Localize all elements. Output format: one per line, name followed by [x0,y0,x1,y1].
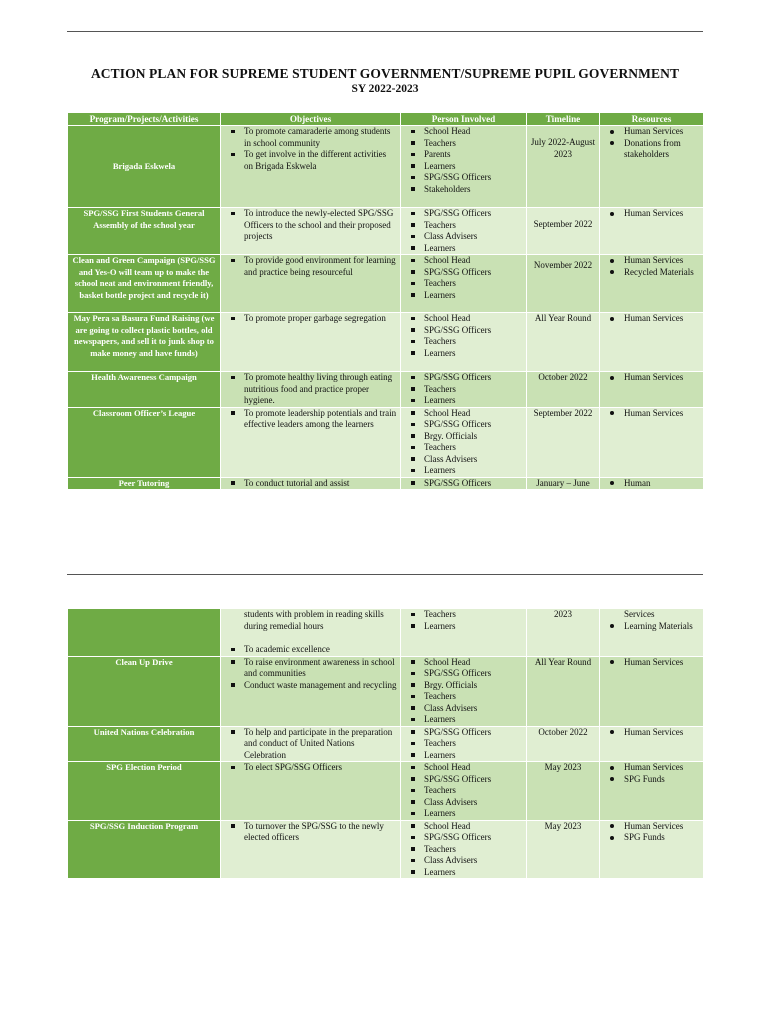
list-item: To academic excellence [224,644,397,656]
program-label: United Nations Celebration [93,726,195,737]
persons-cell [401,820,527,879]
persons-cell [401,762,527,821]
resources-cell [600,313,704,372]
list-item: Recycled Materials [603,267,700,279]
list-item: Learners [404,621,523,633]
timeline-value: October 2022 [538,726,588,737]
list-item: SPG Funds [603,774,700,786]
timeline-cell [527,762,600,821]
program-label: SPG/SSG Induction Program [89,820,199,831]
list-item: Learners [404,290,523,302]
list-item: To promote camaraderie among students in school community [224,126,397,149]
list-item: Learners [404,243,523,255]
objectives-cell [221,407,401,477]
list-item: Conduct waste management and recycling [224,680,397,692]
action-plan-table-page1 [67,112,704,490]
program-name [68,477,221,490]
header-objectives: Objectives [221,113,401,126]
list-item: Human Services [603,657,700,669]
list-item: Teachers [404,609,523,621]
document-subtitle: SY 2022-2023 [351,83,419,95]
objectives-cell [221,255,401,313]
program-label: SPG Election Period [106,762,182,772]
list-item: To help and participate in the preparation and conduct of United Nations Celebration [224,727,397,762]
page-top-rule [67,31,703,32]
list-item: SPG/SSG Officers [404,774,523,786]
program-name [68,820,221,879]
timeline-cell [527,726,600,762]
persons-cell [401,407,527,477]
list-item: Learners [404,714,523,726]
timeline-cell [527,255,600,313]
list-item: Teachers [404,844,523,856]
list-item: Human Services [603,762,700,774]
list-item: Teachers [404,336,523,348]
program-label: Clean Up Drive [115,656,173,667]
timeline-value: All Year Round [534,656,592,667]
list-item: Class Advisers [404,703,523,715]
list-item: Learners [404,750,523,762]
list-item: To promote leadership potentials and train effective leaders among the learners [224,408,397,431]
program-name [68,762,221,821]
list-item: SPG/SSG Officers [404,372,523,384]
resources-cell [600,208,704,255]
objectives-cell [221,208,401,255]
list-item: Human Services [603,372,700,384]
timeline-cell [527,126,600,208]
list-item: Learners [404,867,523,879]
list-item: Teachers [404,278,523,290]
resources-cell [600,762,704,821]
list-item: Human Services [603,126,700,138]
list-item: Class Advisers [404,454,523,466]
list-item: Learners [404,161,523,173]
list-item: SPG/SSG Officers [404,727,523,739]
timeline-value: January – June [536,477,590,488]
page-divider-rule [67,574,703,575]
persons-cell [401,255,527,313]
list-item: SPG/SSG Officers [404,832,523,844]
table-row [68,762,704,821]
list-item: SPG/SSG Officers [404,478,523,490]
persons-cell [401,208,527,255]
list-item: Brgy. Officials [404,431,523,443]
persons-cell [401,726,527,762]
list-item: SPG/SSG Officers [404,325,523,337]
list-item: Human Services [603,821,700,833]
header-persons: Person Involved [401,113,527,126]
resources-cell [600,407,704,477]
list-item: SPG/SSG Officers [404,172,523,184]
list-item: School Head [404,821,523,833]
list-item: Class Advisers [404,797,523,809]
list-item: SPG Funds [603,832,700,844]
program-name [68,372,221,408]
header-resources: Resources [600,113,704,126]
list-item: Learners [404,395,523,407]
objectives-cell [221,656,401,726]
objectives-cell [221,762,401,821]
list-item: Parents [404,149,523,161]
program-label: Health Awareness Campaign [91,372,197,382]
timeline-cell [527,372,600,408]
resources-cell [600,126,704,208]
list-item: To conduct tutorial and assist [224,478,397,490]
list-item: Learning Materials [603,621,700,633]
table-row [68,126,704,208]
objective-continued-text: students with problem in reading skills during remedial hours [244,609,384,631]
list-item: Teachers [404,691,523,703]
table-row [68,407,704,477]
list-item: Human Services [603,255,700,267]
program-label: May Pera sa Basura Fund Raising (we are going to collect plastic bottles, old newspapers, and sell it to junk shop to make money and have funds) [73,313,215,358]
header-program: Program/Projects/Activities [68,113,221,126]
list-item: SPG/SSG Officers [404,668,523,680]
program-name [68,208,221,255]
list-item: School Head [404,313,523,325]
program-label: SPG/SSG First Students General Assembly of the school year [83,208,205,230]
list-item: Class Advisers [404,231,523,243]
timeline-value: September 2022 [533,219,593,229]
objectives-cell [221,126,401,208]
list-item: Teachers [404,785,523,797]
list-item: Brgy. Officials [404,680,523,692]
objectives-cell [221,820,401,879]
timeline-value: All Year Round [534,313,592,323]
list-item: Human Services [603,727,700,739]
list-item: Human Services [603,313,700,325]
resources-cell [600,609,704,657]
list-item: Teachers [404,138,523,150]
list-item: To provide good environment for learning and practice being resourceful [224,255,397,278]
table-row [68,208,704,255]
document-title: ACTION PLAN FOR SUPREME STUDENT GOVERNMENT/SUPREME PUPIL GOVERNMENT [90,66,680,81]
list-item: To turnover the SPG/SSG to the newly elected officers [224,821,397,844]
timeline-cell [527,208,600,255]
program-label: Brigada Eskwela [112,160,176,171]
list-item: To promote proper garbage segregation [224,313,397,325]
list-item: School Head [404,408,523,420]
table-row [68,609,704,657]
persons-cell [401,126,527,208]
table-row [68,656,704,726]
list-item: School Head [404,126,523,138]
list-item: To introduce the newly-elected SPG/SSG Officers to the school and their proposed projects [224,208,397,243]
table-row [68,313,704,372]
list-item: Human Services [603,408,700,420]
list-item: To get involve in the different activities on Brigada Eskwela [224,149,397,172]
timeline-value: November 2022 [533,260,593,270]
list-item: SPG/SSG Officers [404,419,523,431]
persons-cell [401,372,527,408]
resources-cell [600,255,704,313]
list-item: Learners [404,465,523,477]
persons-cell [401,313,527,372]
list-item: Donations from stakeholders [603,138,700,161]
table-header-row [68,113,704,126]
list-item: To raise environment awareness in school and communities [224,657,397,680]
program-name [68,126,221,208]
header-timeline: Timeline [527,113,600,126]
timeline-cell [527,656,600,726]
program-name [68,407,221,477]
timeline-value: May 2023 [544,820,582,831]
resource-continued-text: Services [624,609,655,619]
timeline-value: May 2023 [544,762,582,772]
program-name [68,609,221,657]
objectives-cell [221,477,401,490]
timeline-value: October 2022 [538,372,588,382]
timeline-value: 2023 [554,609,572,619]
table-row [68,726,704,762]
list-item: School Head [404,762,523,774]
objectives-cell [221,726,401,762]
list-item: Teachers [404,220,523,232]
timeline-cell [527,313,600,372]
list-item: School Head [404,657,523,669]
program-name [68,726,221,762]
list-item: Learners [404,348,523,360]
resources-cell [600,477,704,490]
objectives-cell [221,313,401,372]
persons-cell [401,656,527,726]
list-item: Class Advisers [404,855,523,867]
list-item: SPG/SSG Officers [404,208,523,220]
list-item: SPG/SSG Officers [404,267,523,279]
program-label: Classroom Officer’s League [92,407,196,418]
timeline-cell [527,477,600,490]
table-row [68,255,704,313]
objectives-cell [221,372,401,408]
program-label: Peer Tutoring [118,477,170,488]
table-row [68,477,704,490]
program-name [68,255,221,313]
timeline-cell [527,820,600,879]
timeline-cell [527,407,600,477]
list-item: Human Services [603,208,700,220]
list-item: Human [603,478,700,490]
list-item: Teachers [404,738,523,750]
list-item: Learners [404,808,523,820]
timeline-value: July 2022-August 2023 [530,137,596,159]
objectives-cell [221,609,401,657]
program-label: Clean and Green Campaign (SPG/SSG and Yes-O will team up to make the school neat and environment friendly, basket bottle project and recycle it) [72,255,216,300]
list-item: Stakeholders [404,184,523,196]
list-item: Teachers [404,384,523,396]
resources-cell [600,726,704,762]
timeline-cell [527,609,600,657]
resources-cell [600,656,704,726]
list-item: School Head [404,255,523,267]
timeline-value: September 2022 [533,407,593,418]
list-item: To elect SPG/SSG Officers [224,762,397,774]
table-row [68,372,704,408]
list-item: Teachers [404,442,523,454]
program-name [68,313,221,372]
action-plan-table-page2 [67,608,704,879]
program-name [68,656,221,726]
persons-cell [401,477,527,490]
table-row [68,820,704,879]
list-item: To promote healthy living through eating nutritious food and practice proper hygiene. [224,372,397,407]
resources-cell [600,372,704,408]
persons-cell [401,609,527,657]
resources-cell [600,820,704,879]
